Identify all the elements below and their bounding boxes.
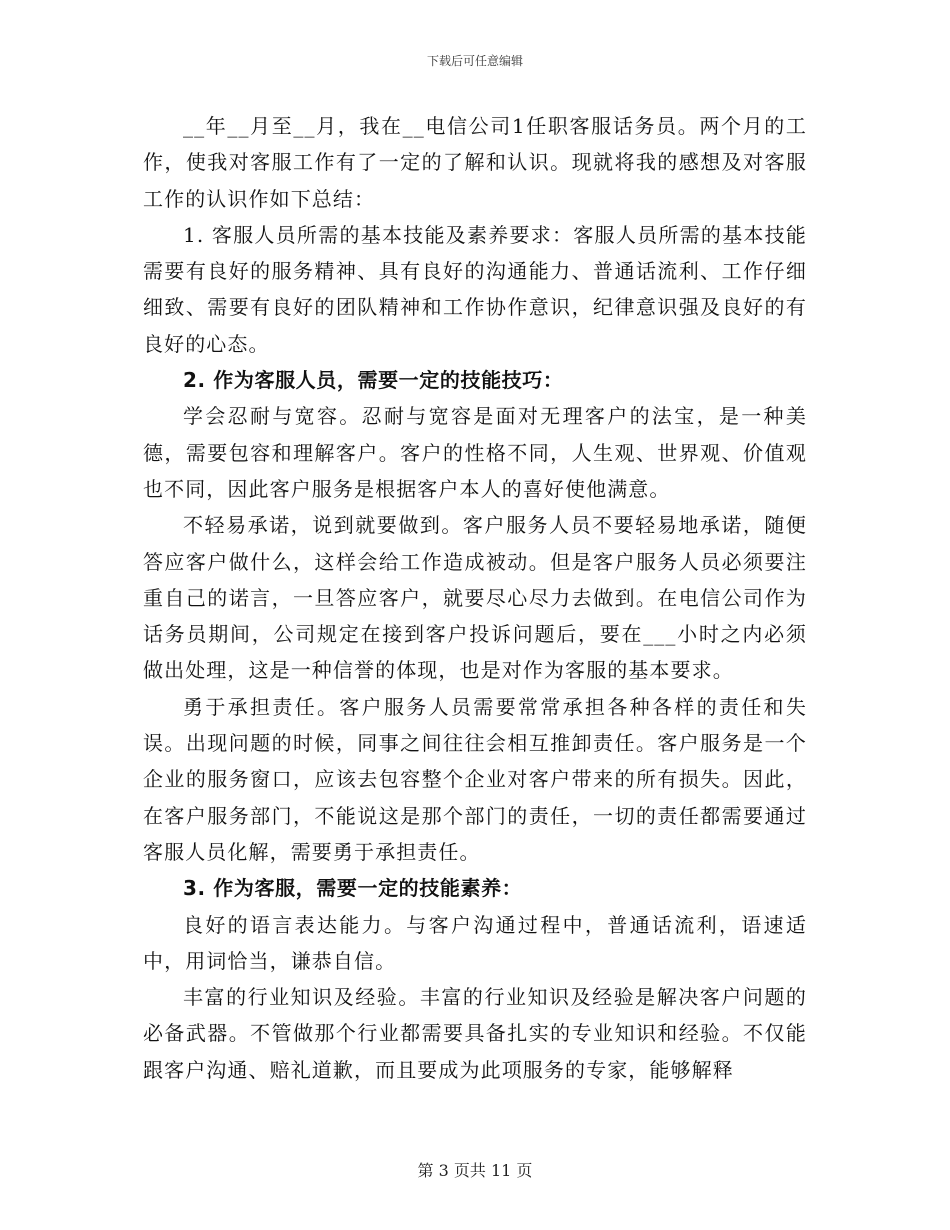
page-footer: 第 3 页共 11 页 (417, 1161, 533, 1180)
paragraph-promise: 不轻易承诺，说到就要做到。客户服务人员不要轻易地承诺，随便答应客户做什么，这样会给工作造成被动。但是客户服务人员必须要注重自己的诺言，一旦答应客户，就要尽心尽力去做到。在电信公司作为话务员期间，公司规定在接到客户投诉问题后，要在___小时之内必须做出处理，这是一种信誉的体现，也是对作为客服的基本要求。 (143, 513, 807, 683)
paragraph-intro: __年__月至__月，我在__电信公司1任职客服话务员。两个月的工作，使我对客服工作有了一定的了解和认识。现就将我的感想及对客服工作的认识作如下总结： (143, 114, 807, 211)
paragraph-knowledge: 丰富的行业知识及经验。丰富的行业知识及经验是解决客户问题的必备武器。不管做那个行业都需要具备扎实的专业知识和经验。不仅能跟客户沟通、赔礼道歉，而且要成为此项服务的专家，能够解释 (143, 985, 807, 1082)
paragraph-language: 良好的语言表达能力。与客户沟通过程中，普通话流利，语速适中，用词恰当，谦恭自信。 (143, 912, 807, 973)
heading-section-3: 3. 作为客服，需要一定的技能素养： (183, 876, 523, 901)
paragraph-section-1: 1. 客服人员所需的基本技能及素养要求：客服人员所需的基本技能需要有良好的服务精神、具有良好的沟通能力、普通话流利、工作仔细细致、需要有良好的团队精神和工作协作意识，纪律意识强及良好的有良好的心态。 (143, 222, 807, 356)
paragraph-responsibility: 勇于承担责任。客户服务人员需要常常承担各种各样的责任和失误。出现问题的时候，同事之间往往会相互推卸责任。客户服务是一个企业的服务窗口，应该去包容整个企业对客户带来的所有损失。因此，在客户服务部门，不能说这是那个部门的责任，一切的责任都需要通过客服人员化解，需要勇于承担责任。 (143, 694, 807, 864)
document-body (143, 108, 807, 1088)
page-header: 下载后可任意编辑 (426, 54, 523, 68)
paragraph-patience: 学会忍耐与宽容。忍耐与宽容是面对无理客户的法宝，是一种美德，需要包容和理解客户。客户的性格不同，人生观、世界观、价值观也不同，因此客户服务是根据客户本人的喜好使他满意。 (143, 404, 807, 501)
heading-section-2: 2. 作为客服人员，需要一定的技能技巧： (183, 368, 564, 393)
